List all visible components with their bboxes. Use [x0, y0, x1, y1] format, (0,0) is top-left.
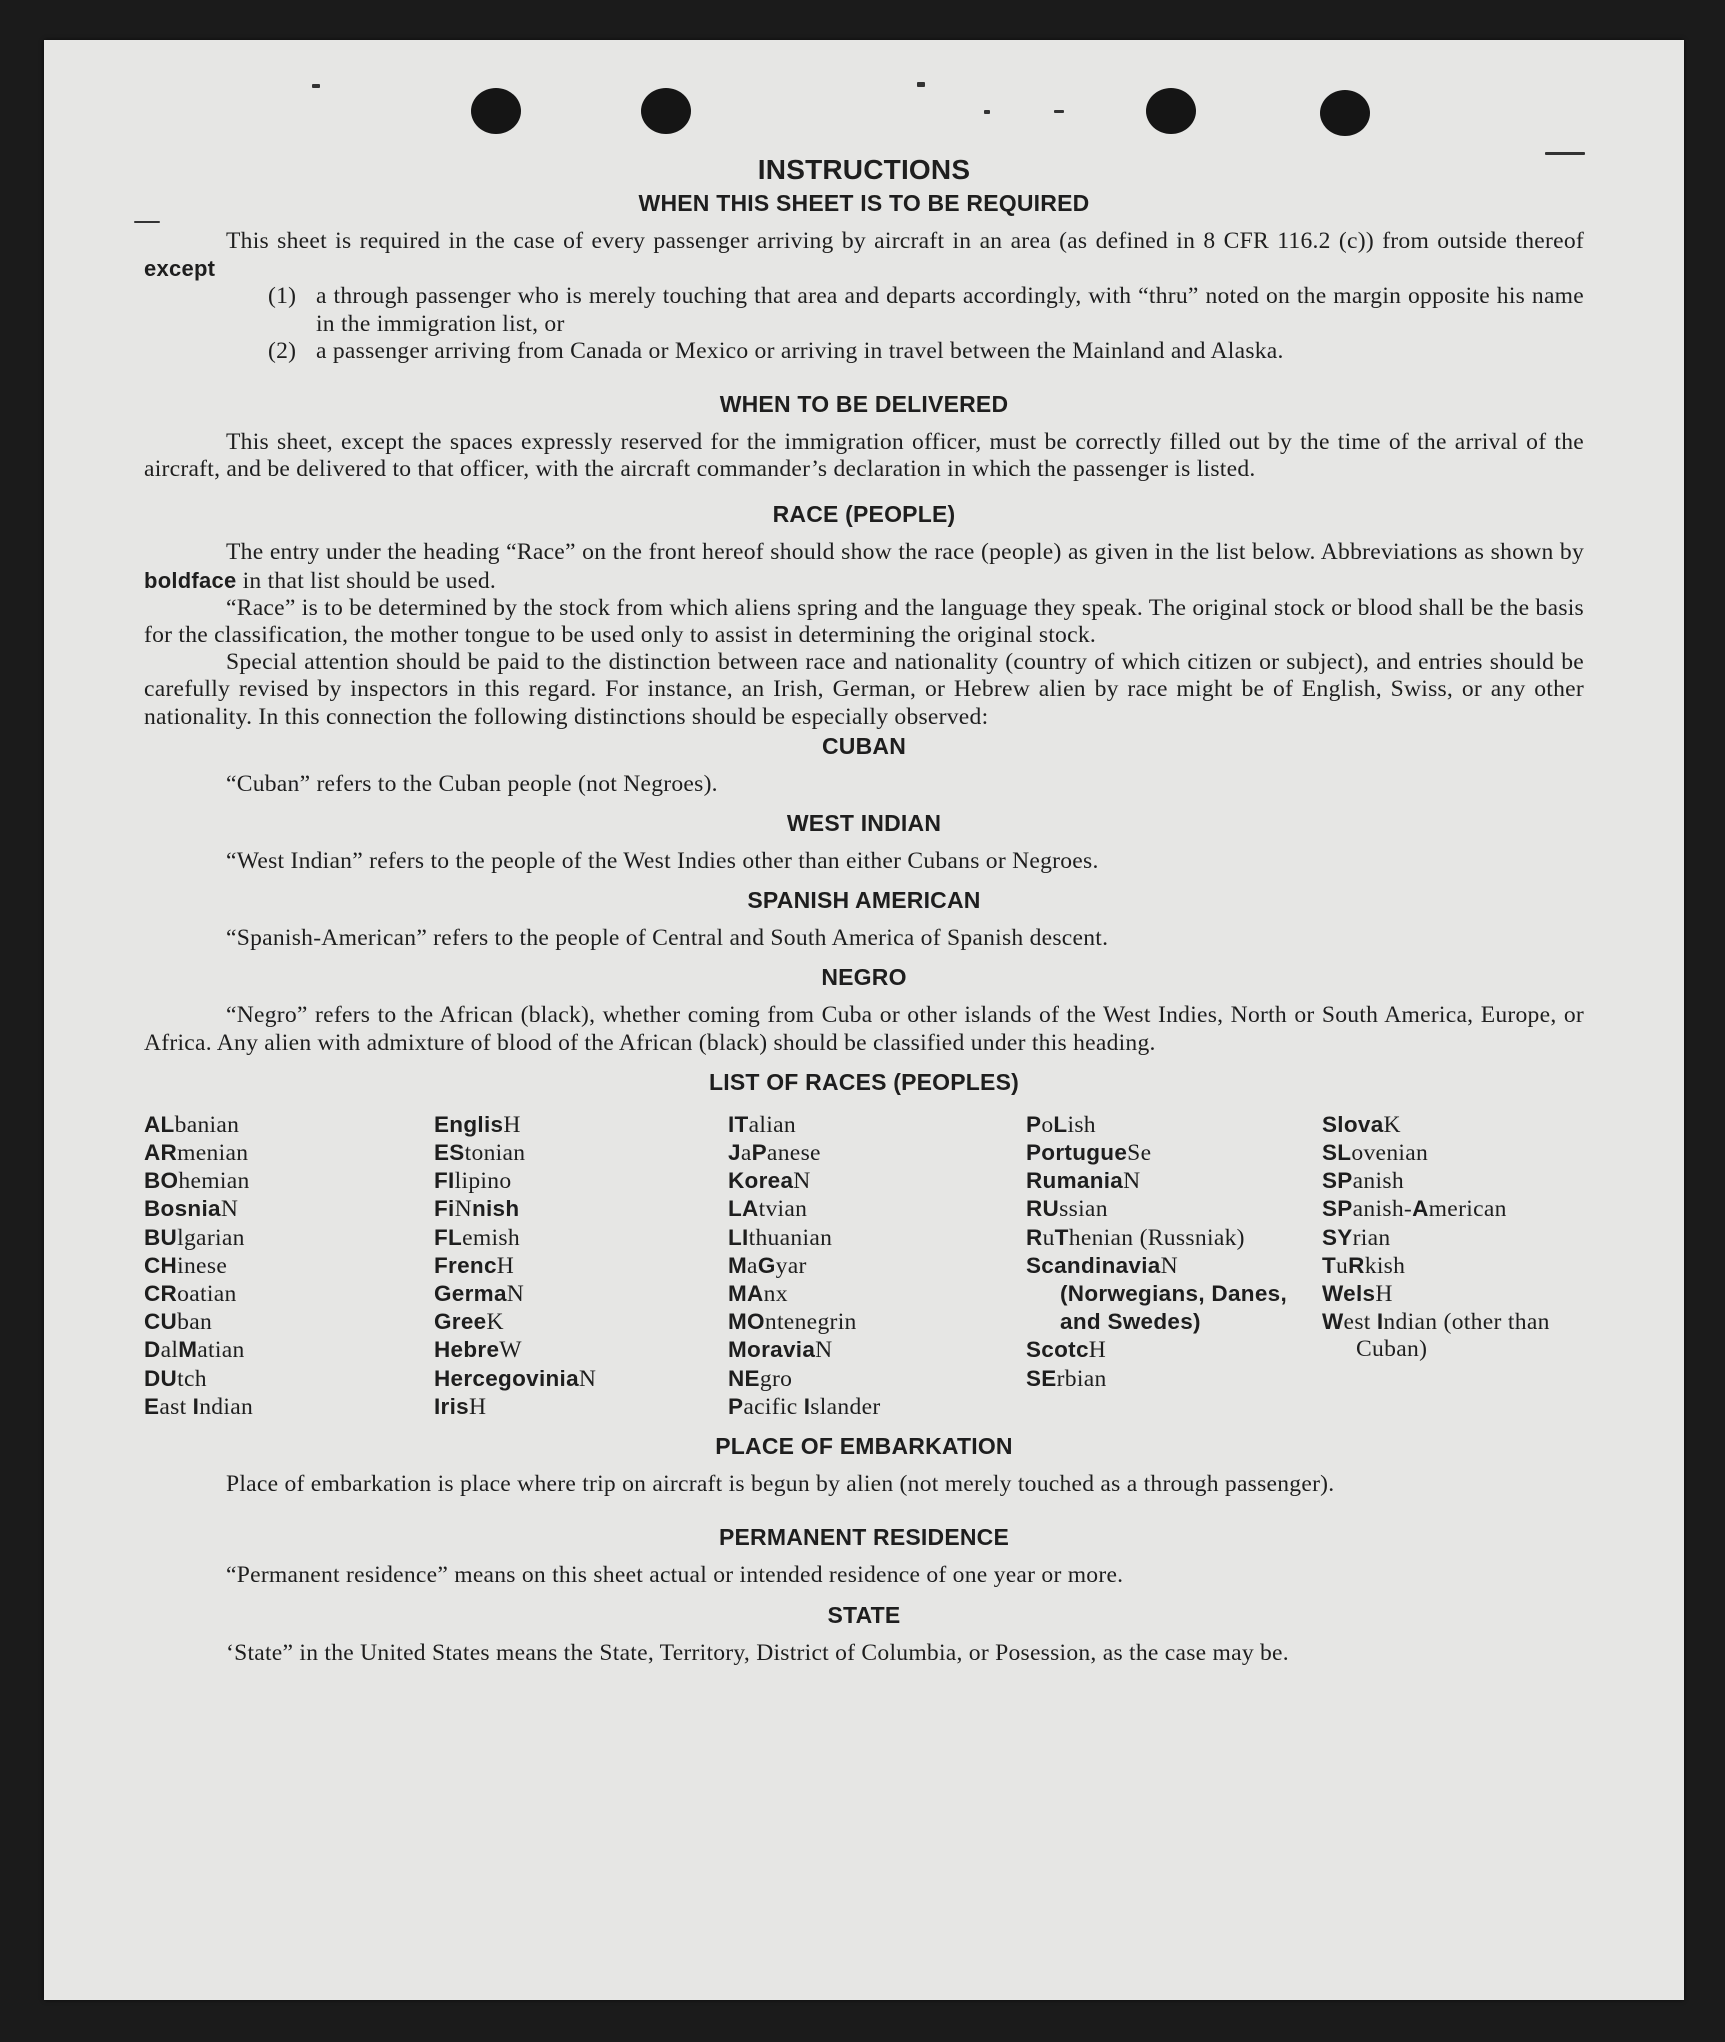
heading-state: STATE [827, 1601, 901, 1628]
heading-negro: NEGRO [821, 964, 907, 991]
race-paragraph-1 [144, 539, 1584, 594]
race-name-part: atian [197, 1337, 245, 1364]
race-entry [728, 1393, 1026, 1421]
race-name-part: u [1336, 1252, 1349, 1279]
race-abbrev-part: SY [1322, 1224, 1353, 1250]
race-entry [434, 1252, 728, 1280]
race-name-part: a [740, 1140, 752, 1167]
heading-when-delivered: WHEN TO BE DELIVERED [719, 391, 1009, 418]
instructions-body [144, 152, 1584, 1667]
heading-cuban: CUBAN [821, 732, 907, 759]
race-entry [434, 1111, 728, 1139]
race-abbrev-part: Slova [1322, 1111, 1384, 1137]
race-abbrev-part: G [757, 1252, 776, 1278]
race-name-part: H [1088, 1337, 1107, 1364]
spanish-american-text: “Spanish-American” refers to the people of Central and South America of Spanish descent. [226, 925, 1109, 952]
race-name-part: N [1123, 1168, 1141, 1195]
race-abbrev-part: Gree [434, 1309, 487, 1335]
race-name-part: kish [1364, 1252, 1406, 1279]
race-p1-text-a: The entry under the heading “Race” on the front hereof should show the race (people) as given in the list below. Abbreviations as shown by [226, 539, 1584, 566]
race-name-part: al [160, 1337, 179, 1364]
race-name-part: anish- [1352, 1196, 1413, 1223]
race-name-part: slander [810, 1393, 881, 1420]
race-abbrev-part: L [1053, 1111, 1068, 1137]
required-intro [144, 228, 1584, 283]
race-abbrev-part: P [728, 1393, 744, 1419]
race-entry [728, 1252, 1026, 1280]
race-name-part: alian [748, 1111, 796, 1138]
required-intro-except: except [144, 256, 216, 282]
race-entry [434, 1365, 728, 1393]
heading-race: RACE (PEOPLE) [772, 501, 956, 528]
heading-place-of-embarkation: PLACE OF EMBARKATION [715, 1433, 1013, 1460]
race-name-part: lgarian [177, 1224, 245, 1251]
race-entry [144, 1195, 434, 1223]
race-name-part: N [578, 1365, 597, 1392]
race-name-part: a [747, 1252, 758, 1279]
race-entry [1026, 1336, 1322, 1364]
race-name-part: ssian [1059, 1196, 1108, 1223]
race-entry [728, 1224, 1026, 1252]
race-entry [144, 1308, 434, 1336]
race-name-part: est [1343, 1309, 1377, 1336]
race-name-part: tonian [464, 1140, 526, 1167]
race-name-part: thuanian [748, 1224, 833, 1251]
race-entry [1026, 1139, 1322, 1167]
race-name-part: tch [177, 1365, 207, 1392]
race-abbrev-part: A [1412, 1196, 1429, 1222]
race-abbrev-part: Portugue [1026, 1140, 1128, 1166]
race-entry [434, 1195, 728, 1223]
race-name-part: Se [1127, 1140, 1152, 1167]
race-abbrev-part: W [1322, 1309, 1344, 1335]
exception-text: a through passenger who is merely touching that area and departs accordingly, with “thru” noted on the margin opposite his name in the immigration list, or [316, 283, 1584, 337]
race-abbrev-part: SP [1322, 1196, 1353, 1222]
race-name-part: ish [1067, 1111, 1096, 1138]
race-entry [144, 1280, 434, 1308]
punch-hole-mark [641, 88, 691, 134]
race-name-part: tvian [758, 1196, 808, 1223]
exception-number: (2) [268, 337, 297, 364]
race-entry [728, 1195, 1026, 1223]
race-name-part: ban [177, 1309, 213, 1336]
race-abbrev-part: Moravia [728, 1337, 816, 1363]
race-abbrev-part: E [144, 1393, 160, 1419]
page-title: INSTRUCTIONS [757, 154, 971, 185]
scan-speck [984, 110, 990, 114]
race-abbrev-part: CR [144, 1281, 178, 1307]
race-abbrev-part: SE [1026, 1365, 1057, 1391]
race-name-part: merican [1428, 1196, 1507, 1223]
race-entry [434, 1393, 728, 1421]
race-abbrev-part: CH [144, 1252, 178, 1278]
exception-number: (1) [268, 283, 297, 310]
document-page [44, 40, 1684, 2000]
race-abbrev-part: Scotc [1026, 1337, 1089, 1363]
race-name-part: K [486, 1309, 504, 1336]
race-name-part: u [1042, 1224, 1055, 1251]
west-indian-text: “West Indian” refers to the people of the West Indies other than either Cubans or Negroes. [226, 848, 1099, 875]
race-entry [434, 1280, 728, 1308]
race-name-part: ovenian [1351, 1140, 1429, 1167]
race-name-part: N [793, 1168, 811, 1195]
race-entry [144, 1167, 434, 1195]
race-abbrev-part: MO [728, 1309, 765, 1335]
race-abbrev-part: R [1026, 1224, 1043, 1250]
race-entry [434, 1336, 728, 1364]
race-abbrev-part: FI [434, 1168, 455, 1194]
race-abbrev-part: Fi [434, 1196, 455, 1222]
race-p1-boldface: boldface [144, 567, 237, 593]
race-name-part: gro [759, 1365, 793, 1392]
race-abbrev-part: AL [144, 1111, 175, 1137]
race-abbrev-part: AR [144, 1140, 178, 1166]
race-paragraph-3: Special attention should be paid to the distinction between race and nationality (country of which citizen or subject), and entries should be carefully revised by inspectors in this regard. For instance, an Irish, German, or Hebrew alien by race might be of English, Swiss, or any other nationality. In this connection the following distinctions should be especially observed: [144, 649, 1584, 730]
race-name-part: N [454, 1196, 472, 1223]
race-entry [728, 1167, 1026, 1195]
race-name-part: N [1160, 1252, 1178, 1279]
race-entry [144, 1365, 434, 1393]
race-name-part: ast [159, 1393, 193, 1420]
race-name-part: H [1375, 1281, 1393, 1308]
race-abbrev-part: LA [728, 1196, 759, 1222]
race-abbrev-part: Frenc [434, 1252, 497, 1278]
required-intro-text: This sheet is required in the case of every passenger arriving by aircraft in an area (as defined in 8 CFR 116.2 (c)) from outside thereof [226, 228, 1584, 254]
race-name-part: rian [1352, 1224, 1391, 1251]
race-column [434, 1111, 728, 1421]
race-abbrev-part: Korea [728, 1168, 794, 1194]
race-entry [144, 1111, 434, 1139]
race-abbrev-part: SL [1322, 1140, 1352, 1166]
exception-list [268, 283, 1584, 365]
race-name-part: inese [177, 1252, 228, 1279]
race-name-part: nx [763, 1281, 788, 1308]
race-entry [728, 1308, 1026, 1336]
race-abbrev-part: nish [471, 1196, 520, 1222]
race-entry [144, 1393, 434, 1421]
race-entry [144, 1336, 434, 1364]
race-abbrev-part: DU [144, 1365, 178, 1391]
heading-spanish-american: SPANISH AMERICAN [747, 887, 981, 914]
race-name-part: anese [766, 1140, 821, 1167]
race-paragraph-2: “Race” is to be determined by the stock from which aliens spring and the language they speak. The original stock or blood shall be the basis for the classification, the mother tongue to be used only to assist in determining the original stock. [144, 594, 1584, 649]
scan-speck [1054, 110, 1064, 113]
race-column [1026, 1111, 1322, 1421]
race-abbrev-part: NE [728, 1365, 760, 1391]
heading-list-of-races: LIST OF RACES (PEOPLES) [708, 1068, 1019, 1095]
race-abbrev-part: I [803, 1393, 811, 1419]
race-name-part: ndian (other than Cuban) [1356, 1309, 1550, 1363]
race-name-part: acific [743, 1393, 804, 1420]
race-abbrev-part: D [144, 1337, 161, 1363]
race-abbrev-part: Bosnia [144, 1196, 221, 1222]
race-abbrev-part: P [1026, 1111, 1042, 1137]
race-entry [144, 1224, 434, 1252]
race-entry [434, 1224, 728, 1252]
race-abbrev-part: R [1348, 1252, 1365, 1278]
exception-item [268, 338, 1584, 365]
negro-text: “Negro” refers to the African (black), whether coming from Cuba or other islands of the West Indies, North or South America, Europe, or Africa. Any alien with admixture of blood of the African (black) should be classified under this heading. [144, 1002, 1584, 1056]
race-name-part: henian (Russniak) [1068, 1224, 1245, 1251]
race-name-part: N [506, 1281, 525, 1308]
race-abbrev-part: Scandinavia [1026, 1252, 1161, 1278]
race-entry [144, 1139, 434, 1167]
race-column [728, 1111, 1026, 1421]
race-abbrev-part: Hebre [434, 1337, 500, 1363]
race-entry [1026, 1111, 1322, 1139]
race-entry [1322, 1280, 1584, 1308]
race-name-part: hemian [178, 1168, 250, 1195]
race-abbrev-part: BO [144, 1168, 179, 1194]
race-abbrev-part: Rumania [1026, 1168, 1124, 1194]
race-entry [1322, 1252, 1584, 1280]
race-entry [1026, 1167, 1322, 1195]
race-name-part: rbian [1056, 1365, 1107, 1392]
race-name-part: lipino [454, 1168, 512, 1195]
race-entry [434, 1308, 728, 1336]
race-entry [1322, 1111, 1584, 1139]
race-name-part: W [499, 1337, 522, 1364]
race-name-part: emish [462, 1224, 520, 1251]
race-entry [728, 1139, 1026, 1167]
race-name-part: o [1041, 1111, 1054, 1138]
heading-west-indian: WEST INDIAN [786, 810, 942, 837]
race-abbrev-part: Iris [434, 1393, 469, 1419]
race-entry [728, 1336, 1026, 1364]
scan-speck [917, 82, 925, 87]
race-name-part: K [1383, 1111, 1401, 1138]
race-abbrev-part: FL [434, 1224, 463, 1250]
cuban-text: “Cuban” refers to the Cuban people (not Negroes). [226, 770, 718, 797]
race-abbrev-part: P [751, 1140, 767, 1166]
race-entry [728, 1280, 1026, 1308]
race-entry [144, 1252, 434, 1280]
race-entry [1026, 1224, 1322, 1252]
race-abbrev-part: T [1322, 1252, 1337, 1278]
race-name-part: N [815, 1337, 833, 1364]
race-name-part: oatian [177, 1281, 237, 1308]
race-name-part: H [496, 1252, 515, 1279]
race-abbrev-part: ES [434, 1140, 465, 1166]
race-abbrev-part: SP [1322, 1168, 1353, 1194]
exception-text: a passenger arriving from Canada or Mexico or arriving in travel between the Mainland and Alaska. [316, 337, 1284, 364]
race-name-part: N [220, 1196, 239, 1223]
race-entry [1322, 1167, 1584, 1195]
race-list [144, 1111, 1584, 1421]
race-abbrev-part: Hercegovinia [434, 1365, 579, 1391]
race-name-part: menian [177, 1140, 249, 1167]
race-name-part: H [503, 1111, 521, 1138]
heading-when-required: WHEN THIS SHEET IS TO BE REQUIRED [638, 190, 1090, 216]
race-name-part: ntenegrin [764, 1309, 857, 1336]
race-abbrev-part: M [728, 1252, 748, 1278]
punch-hole-mark [471, 88, 521, 134]
state-text: ‘State” in the United States means the State, Territory, District of Columbia, or Posession, as the case may be. [226, 1639, 1289, 1666]
race-entry [1322, 1224, 1584, 1252]
race-abbrev-part: T [1054, 1224, 1069, 1250]
race-abbrev-part: (Norwegians, Danes, and Swedes) [1060, 1281, 1288, 1335]
race-entry [1026, 1365, 1322, 1393]
race-abbrev-part: M [178, 1337, 198, 1363]
race-abbrev-part: IT [728, 1111, 749, 1137]
delivered-text: This sheet, except the spaces expressly reserved for the immigration officer, must be correctly filled out by the time of the arrival of the aircraft, and be delivered to that officer, with the aircraft commander’s declaration in which the passenger is listed. [144, 429, 1584, 483]
race-entry [1026, 1195, 1322, 1223]
race-column [144, 1111, 434, 1421]
exception-item [268, 283, 1584, 337]
race-abbrev-part: I [192, 1393, 200, 1419]
race-abbrev-part: Wels [1322, 1281, 1376, 1307]
scan-speck [312, 84, 320, 88]
heading-permanent-residence: PERMANENT RESIDENCE [718, 1524, 1010, 1551]
race-name-part: anish [1352, 1168, 1404, 1195]
race-abbrev-part: BU [144, 1224, 178, 1250]
race-name-part: yar [775, 1252, 807, 1279]
race-abbrev-part: RU [1026, 1196, 1060, 1222]
race-entry [434, 1167, 728, 1195]
race-entry [434, 1139, 728, 1167]
race-name-part: H [468, 1393, 487, 1420]
race-abbrev-part: Englis [434, 1111, 504, 1137]
race-entry [728, 1111, 1026, 1139]
race-entry [1322, 1308, 1584, 1363]
race-abbrev-part: CU [144, 1309, 178, 1335]
embarkation-text: Place of embarkation is place where trip on aircraft is begun by alien (not merely touched as a through passenger). [226, 1471, 1335, 1498]
race-column [1322, 1111, 1584, 1421]
residence-text: “Permanent residence” means on this sheet actual or intended residence of one year or more. [226, 1562, 1124, 1589]
race-entry [1322, 1139, 1584, 1167]
race-abbrev-part: Germa [434, 1281, 507, 1307]
race-abbrev-part: J [728, 1140, 741, 1166]
race-abbrev-part: MA [728, 1281, 764, 1307]
race-name-part: banian [174, 1111, 240, 1138]
race-entry [1322, 1195, 1584, 1223]
race-name-part: ndian [199, 1393, 254, 1420]
punch-hole-mark [1320, 90, 1370, 136]
race-abbrev-part: I [1376, 1309, 1384, 1335]
race-p1-text-b: in that list should be used. [242, 567, 497, 594]
punch-hole-mark [1146, 88, 1196, 134]
race-entry [1026, 1252, 1322, 1337]
race-abbrev-part: LI [728, 1224, 749, 1250]
race-entry [728, 1365, 1026, 1393]
